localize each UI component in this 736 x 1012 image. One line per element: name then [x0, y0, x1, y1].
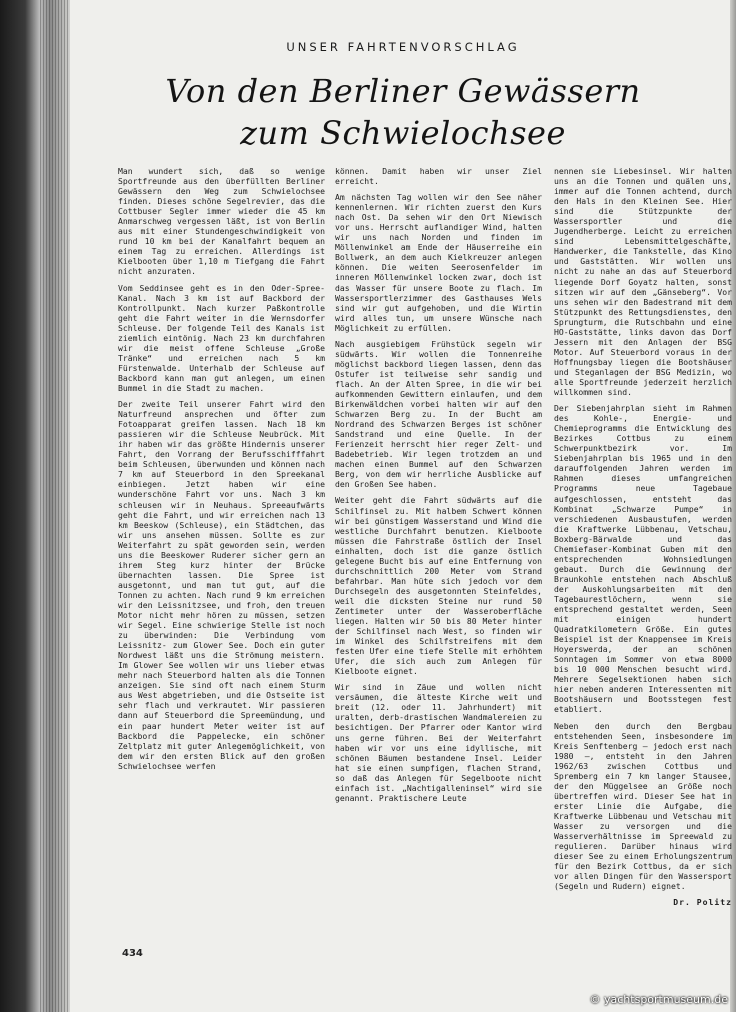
- paragraph: Weiter geht die Fahrt südwärts auf die Schilfinsel zu. Mit halbem Schwert können wir bei günstigem Wasserstand und Wind die westliche Durchfahrt benutzen. Kielboote müssen die Fahrstraße östlich der Insel einhalten, doch ist die ganze östlich gelegene Bucht bis auf eine Entfernung von durchschnittlich 200 Meter vom Strand befahrbar. Man hüte sich jedoch vor dem Durchsegeln des ausgetonnten Steinfeldes, weil die dicksten Steine nur rund 50 Zentimeter unter der Wasseroberfläche liegen. Halten wir 50 bis 80 Meter hinter der Schilfinsel nach West, so finden wir im Winkel des Schilfstreifens mit dem festen Ufer eine tiefe Stelle mit erhöhtem Ufer, die sich auch zum Anlegen für Kielboote eignet.: [335, 495, 542, 677]
- paragraph: nennen sie Liebesinsel. Wir halten uns an die Tonnen und quälen uns, immer auf die Tonnen achtend, durch den Hals in den Kleinen See. Hier sind die Stützpunkte der Wassersportler und die Jugendherberge. Leicht zu erreichen sind Lebensmittelgeschäfte, Handwerker, die Tankstelle, das Kino und Gaststätten. Wir wollen uns nicht zu nahe an das auf Steuerbord liegende Dorf Goyatz halten, sonst sitzen wir auf dem „Gänseberg“. Vor uns sehen wir den Badestrand mit dem Stützpunkt des Rettungsdienstes, den Sprungturm, die Rutschbahn und eine HO-Gaststätte, links davon das Dorf Jessern mit den Anlagen der BSG Motor. Auf Steuerbord voraus in der Hoffnungsbay liegen die Bootshäuser und Steganlagen der BSG Medizin, wo alle Sportfreunde jederzeit herzlich willkommen sind.: [554, 166, 732, 398]
- paragraph: können. Damit haben wir unser Ziel erreicht.: [335, 166, 542, 187]
- paragraph: Der zweite Teil unserer Fahrt wird den Naturfreund ansprechen und öfter zum Fotoapparat greifen lassen. Nach 18 km passieren wir die Schleuse Neubrück. Mit ihr haben wir das größte Hindernis unserer Fahrt, den Vorrang der Berufsschifffahrt beim Schleusen, überwunden und können nach 7 km auf Steuerbord in den Spreekanal einbiegen. Jetzt haben wir eine wunderschöne Fahrt vor uns. Nach 3 km schleusen wir in Neuhaus. Spreeaufwärts geht die Fahrt, und wir erreichen nach 13 km Beeskow (Schleuse), ein Städtchen, das wir uns ansehen müssen. Sollte es zur Weiterfahrt zu spät geworden sein, werden uns die Beeskower Ruderer sicher gern an ihrem Steg kurz hinter der Brücke übernachten lassen. Die Spree ist ausgetonnt, und man tut gut, auf die Tonnen zu achten. Nach rund 9 km erreichen wir den Leissnitzsee, und froh, den treuen Motor nicht mehr hören zu müssen, setzen wir Segel. Eine schwierige Stelle ist noch zu überwinden: Die Verbindung vom Leissnitz- zum Glower See. Doch ein guter Nordwest läßt uns die Strömung meistern. Im Glower See wollen wir uns lieber etwas mehr nach Steuerbord halten als die Tonnen anzeigen. Sie sind oft nach einem Sturm aus West abgetrieben, und die Ostseite ist sehr flach und verkrautet. Wir passieren dann auf Steuerbord die Spreemündung, und ein paar hundert Meter weiter ist auf Backbord die Pappelecke, ein schöner Zeltplatz mit guter Anlegemöglichkeit, von dem wir den ersten Blick auf den großen Schwielochsee werfen: [118, 399, 325, 771]
- author-signature: Dr. Politz: [673, 897, 732, 908]
- copyright-watermark: © yachtsportmuseum.de: [589, 993, 728, 1006]
- paragraph: Der Siebenjahrplan sieht im Rahmen des Kohle-, Energie- und Chemieprogramms die Entwicklung des Bezirkes Cottbus zu einem Schwerpunktbezirk vor. Im Siebenjahrplan bis 1965 und in den darauffolgenden Jahren werden im Rahmen dieses umfangreichen Programms neue Tagebaue aufgeschlossen, entsteht das Kombinat „Schwarze Pumpe“ in verschiedenen Ausbaustufen, werden die Kraftwerke Lübbenau, Vetschau, Boxberg-Bärwalde und das Chemiefaser-Kombinat Guben mit den entsprechenden Wohnsiedlungen gebaut. Durch die Gewinnung der Braunkohle entstehen nach Abschluß der Auskohlungsarbeiten mit den Tagebaurestlöchern, wenn sie entsprechend gestaltet werden, Seen mit einigen hundert Quadratkilometern Größe. Ein gutes Beispiel ist der Knappensee im Kreis Hoyerswerda, der an schönen Sonntagen im Sommer von etwa 8000 bis 10 000 Menschen besucht wird. Mehrere Segelsektionen haben sich hier neben anderen Interessenten mit Bootshäusern und Bootsstegen fest etabliert.: [554, 403, 732, 715]
- section-kicker: UNSER FAHRTENVORSCHLAG: [286, 40, 520, 54]
- text-column-3: [554, 166, 732, 907]
- paragraph: Wir sind in Zäue und wollen nicht versäumen, die älteste Kirche weit und breit (12. oder 11. Jahrhundert) mit uralten, derb-drastischen Wandmalereien zu besichtigen. Der Pfarrer oder Kantor wird uns gerne führen. Bei der Weiterfahrt haben wir vor uns eine idyllische, mit schönen Bäumen bestandene Insel. Leider hat sie einen sumpfigen, flachen Strand, so daß das Anlegen für Segelboote nicht einfach ist. „Nachtigalleninsel“ wird sie genannt. Praktischere Leute: [335, 682, 542, 803]
- magazine-page: [70, 0, 736, 1012]
- page-number: 434: [122, 948, 143, 959]
- title-line-2: zum Schwielochsee: [240, 114, 566, 152]
- paragraph: Nach ausgiebigem Frühstück segeln wir südwärts. Wir wollen die Tonnenreihe möglichst backbord liegen lassen, denn das Ostufer ist teilweise sehr sandig und flach. An der Alten Spree, in die wir bei aufkommenden Gewittern einlaufen, und dem Birkenwäldchen vorbei halten wir auf den Schwarzen Berg zu. In der Bucht am Nordrand des Schwarzen Berges ist schöner Sandstrand und eine Quelle. In der Ferienzeit herrscht hier reger Zelt- und Badebetrieb. Wir legen trotzdem an und machen einen Bummel auf den Schwarzen Berg, von dem wir herrliche Ausblicke auf den Großen See haben.: [335, 338, 542, 490]
- text-column-1: [118, 166, 325, 777]
- page-stack-edges: [40, 0, 72, 1012]
- paragraph: Vom Seddinsee geht es in den Oder-Spree-Kanal. Nach 3 km ist auf Backbord der Kontrollpunkt. Nach kurzer Paßkontrolle geht die Fahrt weiter in die Wernsdorfer Schleuse. Der folgende Teil des Kanals ist ziemlich eintönig. Nach 23 km durchfahren wir die meist offene Schleuse „Große Tränke“ und erreichen nach 5 km Fürstenwalde. Unterhalb der Schleuse auf Backbord kann man gut anlegen, um einen Bummel in die Stadt zu machen.: [118, 282, 325, 393]
- paragraph: Neben den durch den Bergbau entstehenden Seen, insbesondere im Kreis Senftenberg — jedoch erst nach 1980 —, entsteht in den Jahren 1962/63 zwischen Cottbus und Spremberg ein 7 km langer Stausee, der den Müggelsee an Größe noch übertreffen wird. Dieser See hat in erster Linie die Aufgabe, die Kraftwerke Lübbenau und Vetschau mit Wasser zu versorgen und die Wasserverhältnisse im Spreewald zu regulieren. Darüber hinaus wird dieser See zu einem Erholungszentrum für den Bezirk Cottbus, da er sich vor allen Dingen für den Wassersport (Segeln und Rudern) eignet.: [554, 720, 732, 892]
- title-line-1: Von den Berliner Gewässern: [165, 72, 641, 110]
- paragraph: Am nächsten Tag wollen wir den See näher kennenlernen. Wir richten zuerst den Kurs nach Ost. Da sehen wir den Ort Niewisch vor uns. Herrscht auflandiger Wind, halten wir uns nach Norden und finden im Möllenwinkel am Ende der Häuserreihe ein Bollwerk, an dem auch Kielkreuzer anlegen können. Die weiten Seerosenfelder im inneren Möllenwinkel locken zwar, doch ist das Wasser für unsere Boote zu flach. Im Wassersportlerzimmer des Gasthauses Wels sind wir gut aufgehoben, und die Wirtin wird alles tun, um unsere Wünsche nach Möglichkeit zu erfüllen.: [335, 192, 542, 333]
- article-title: [70, 70, 736, 154]
- paragraph: Man wundert sich, daß so wenige Sportfreunde aus den überfüllten Berliner Gewässern den Weg zum Schwielochsee finden. Dieses schöne Segelrevier, das die Cottbuser Segler immer wieder die 45 km Anmarschweg vergessen läßt, ist von Berlin aus mit einer Stundengeschwindigkeit von rund 10 km bei der Kanalfahrt bequem an einem Tag zu erreichen. Allerdings ist Kielbooten über 1,10 m Tiefgang die Fahrt nicht anzuraten.: [118, 166, 325, 277]
- book-spine: [0, 0, 72, 1012]
- text-column-2: [335, 166, 542, 809]
